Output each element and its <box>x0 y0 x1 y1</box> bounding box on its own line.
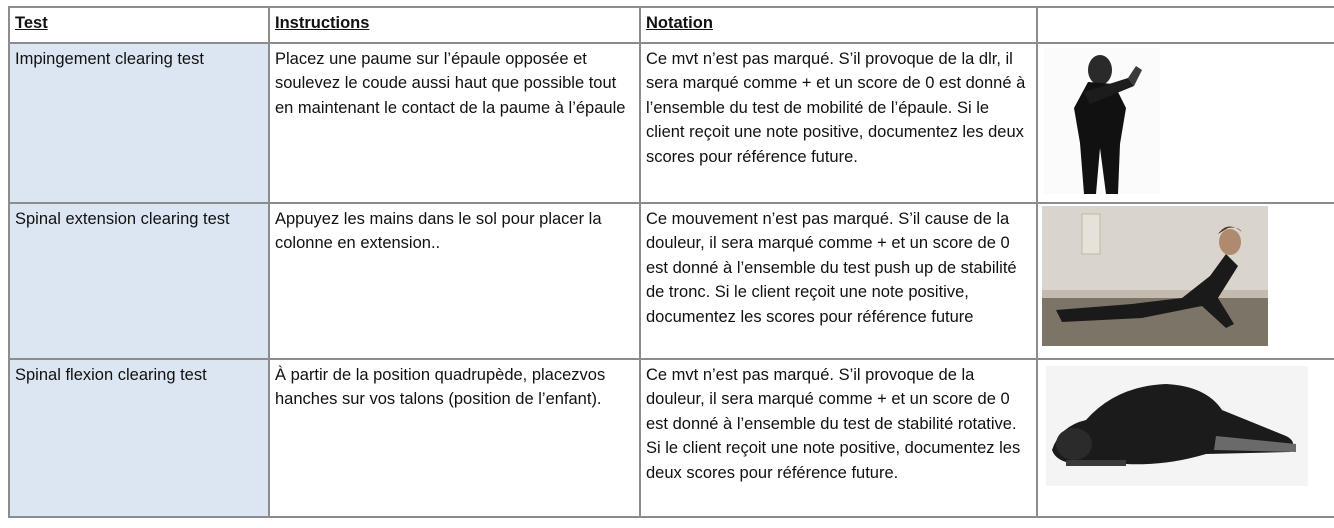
clearing-tests-table <box>8 6 1334 518</box>
instructions-text: À partir de la position quadrupède, placezvos hanches sur vos talons (position de l’enfant). <box>269 359 640 517</box>
test-name: Impingement clearing test <box>9 43 269 203</box>
notation-text: Ce mvt n’est pas marqué. S’il provoque de la dlr, il sera marqué comme + et un score de 0 est donné à l’ensemble du test de mobilité de l’épaule. Si le client reçoit une note positive, documentez les deux scores pour référence future. <box>640 43 1037 203</box>
header-test: Test <box>9 7 269 43</box>
instructions-text: Appuyez les mains dans le sol pour placer la colonne en extension.. <box>269 203 640 359</box>
standing-shoulder-test-photo <box>1044 48 1160 194</box>
table-row <box>9 359 1334 517</box>
table-row <box>9 203 1334 359</box>
test-name: Spinal flexion clearing test <box>9 359 269 517</box>
header-row <box>9 7 1334 43</box>
instructions-text: Placez une paume sur l’épaule opposée et soulevez le coude aussi haut que possible tout en maintenant le contact de la paume à l’épaule <box>269 43 640 203</box>
test-name: Spinal extension clearing test <box>9 203 269 359</box>
header-image <box>1037 7 1334 43</box>
header-notation: Notation <box>640 7 1037 43</box>
notation-text: Ce mvt n’est pas marqué. S’il provoque de la douleur, il sera marqué comme + et un score de 0 est donné à l’ensemble du test de stabilité rotative. Si le client reçoit une note positive, documentez les deux scores pour référence future. <box>640 359 1037 517</box>
notation-text: Ce mouvement n’est pas marqué. S’il cause de la douleur, il sera marqué comme + et un score de 0 est donné à l’ensemble du test push up de stabilité de tronc. Si le client reçoit une note positive, documentez les scores pour référence future <box>640 203 1037 359</box>
image-cell <box>1037 43 1334 203</box>
table-row <box>9 43 1334 203</box>
cobra-extension-photo <box>1042 206 1268 346</box>
child-pose-photo <box>1046 366 1308 486</box>
header-instructions: Instructions <box>269 7 640 43</box>
image-cell <box>1037 359 1334 517</box>
image-cell <box>1037 203 1334 359</box>
